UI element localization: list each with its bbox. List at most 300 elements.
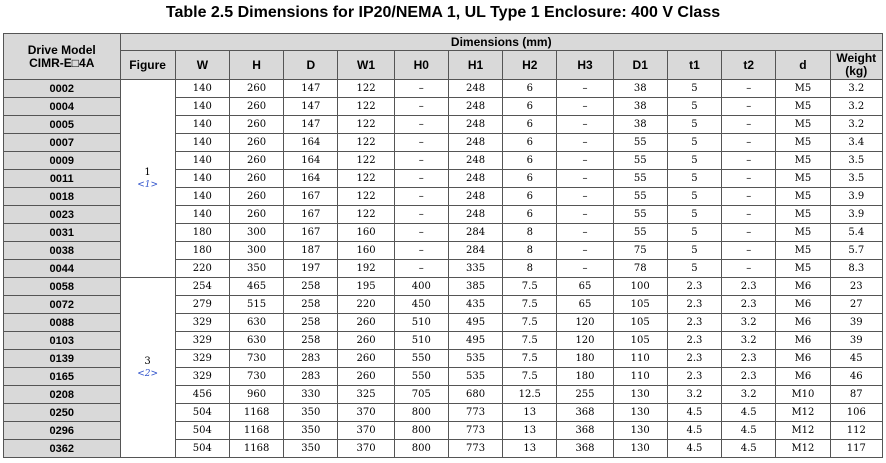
value-cell: – [557, 80, 613, 98]
value-cell: – [722, 224, 776, 242]
value-cell: 260 [229, 80, 283, 98]
value-cell: 122 [338, 98, 394, 116]
model-cell: 0004 [4, 98, 121, 116]
value-cell: 4.5 [722, 422, 776, 440]
value-cell: – [394, 152, 448, 170]
value-cell: 55 [613, 224, 667, 242]
value-cell: 197 [284, 260, 338, 278]
model-cell: 0250 [4, 404, 121, 422]
t2-header: t2 [722, 51, 776, 80]
value-cell: 130 [613, 386, 667, 404]
value-cell: – [557, 134, 613, 152]
value-cell: – [722, 170, 776, 188]
value-cell: M6 [776, 278, 830, 296]
value-cell: 105 [613, 296, 667, 314]
weight-header [830, 51, 882, 80]
value-cell: – [722, 152, 776, 170]
value-cell: 248 [448, 206, 502, 224]
value-cell: 7.5 [503, 332, 557, 350]
value-cell: 800 [394, 422, 448, 440]
model-cell: 0362 [4, 440, 121, 458]
value-cell: 329 [175, 314, 229, 332]
value-cell: 3.2 [830, 98, 882, 116]
value-cell: 6 [503, 188, 557, 206]
value-cell: M12 [776, 440, 830, 458]
value-cell: 140 [175, 206, 229, 224]
value-cell: 3.5 [830, 152, 882, 170]
value-cell: 140 [175, 98, 229, 116]
value-cell: 456 [175, 386, 229, 404]
value-cell: 370 [338, 404, 394, 422]
value-cell: 2.3 [667, 314, 721, 332]
value-cell: 45 [830, 350, 882, 368]
value-cell: M5 [776, 98, 830, 116]
bolt-d-header: d [776, 51, 830, 80]
model-cell: 0002 [4, 80, 121, 98]
value-cell: 110 [613, 368, 667, 386]
value-cell: 800 [394, 440, 448, 458]
value-cell: 39 [830, 314, 882, 332]
value-cell: 3.2 [722, 386, 776, 404]
value-cell: 55 [613, 206, 667, 224]
value-cell: 5 [667, 116, 721, 134]
value-cell: 78 [613, 260, 667, 278]
value-cell: 510 [394, 332, 448, 350]
value-cell: 2.3 [667, 350, 721, 368]
model-cell: 0139 [4, 350, 121, 368]
value-cell: 55 [613, 188, 667, 206]
value-cell: 55 [613, 152, 667, 170]
value-cell: – [557, 98, 613, 116]
value-cell: 258 [284, 296, 338, 314]
value-cell: 87 [830, 386, 882, 404]
value-cell: 38 [613, 116, 667, 134]
value-cell: 3.2 [722, 314, 776, 332]
value-cell: M5 [776, 242, 830, 260]
value-cell: 7.5 [503, 314, 557, 332]
value-cell: 515 [229, 296, 283, 314]
value-cell: – [557, 260, 613, 278]
model-cell: 0038 [4, 242, 121, 260]
value-cell: 260 [229, 152, 283, 170]
value-cell: 370 [338, 422, 394, 440]
value-cell: 147 [284, 98, 338, 116]
value-cell: 122 [338, 170, 394, 188]
value-cell: 255 [557, 386, 613, 404]
value-cell: 6 [503, 116, 557, 134]
value-cell: – [722, 242, 776, 260]
value-cell: 12.5 [503, 386, 557, 404]
model-cell: 0011 [4, 170, 121, 188]
value-cell: – [557, 224, 613, 242]
value-cell: 140 [175, 134, 229, 152]
value-cell: 122 [338, 134, 394, 152]
value-cell: 368 [557, 422, 613, 440]
value-cell: 335 [448, 260, 502, 278]
value-cell: 75 [613, 242, 667, 260]
value-cell: 300 [229, 242, 283, 260]
value-cell: 535 [448, 350, 502, 368]
value-cell: 164 [284, 170, 338, 188]
value-cell: 8 [503, 242, 557, 260]
model-cell: 0031 [4, 224, 121, 242]
value-cell: 5 [667, 98, 721, 116]
value-cell: 106 [830, 404, 882, 422]
value-cell: – [722, 188, 776, 206]
value-cell: 13 [503, 440, 557, 458]
model-cell: 0005 [4, 116, 121, 134]
value-cell: 6 [503, 152, 557, 170]
value-cell: M5 [776, 170, 830, 188]
value-cell: 325 [338, 386, 394, 404]
value-cell: 495 [448, 332, 502, 350]
value-cell: 279 [175, 296, 229, 314]
value-cell: 3.9 [830, 206, 882, 224]
h1-header: H1 [448, 51, 502, 80]
value-cell: 330 [284, 386, 338, 404]
model-cell: 0165 [4, 368, 121, 386]
value-cell: – [394, 134, 448, 152]
value-cell: M5 [776, 260, 830, 278]
value-cell: 120 [557, 314, 613, 332]
value-cell: 258 [284, 278, 338, 296]
weight-label: Weight [836, 51, 877, 65]
value-cell: – [394, 116, 448, 134]
value-cell: 2.3 [722, 296, 776, 314]
value-cell: 260 [338, 350, 394, 368]
value-cell: 195 [338, 278, 394, 296]
value-cell: 180 [557, 350, 613, 368]
table-title: Table 2.5 Dimensions for IP20/NEMA 1, UL Type 1 Enclosure: 400 V Class [165, 4, 721, 21]
value-cell: 2.3 [722, 368, 776, 386]
figure-note-link[interactable]: <2> [137, 368, 159, 379]
value-cell: 122 [338, 80, 394, 98]
value-cell: 3.2 [722, 332, 776, 350]
value-cell: 254 [175, 278, 229, 296]
value-cell: 368 [557, 440, 613, 458]
value-cell: 192 [338, 260, 394, 278]
table-row [4, 80, 883, 98]
value-cell: 5 [667, 80, 721, 98]
figure-number: 1 [144, 166, 151, 178]
model-cell: 0088 [4, 314, 121, 332]
value-cell: M6 [776, 368, 830, 386]
value-cell: 7.5 [503, 350, 557, 368]
value-cell: – [557, 242, 613, 260]
value-cell: 960 [229, 386, 283, 404]
value-cell: 130 [613, 422, 667, 440]
value-cell: 260 [229, 116, 283, 134]
value-cell: 112 [830, 422, 882, 440]
value-cell: 5 [667, 152, 721, 170]
value-cell: 258 [284, 314, 338, 332]
value-cell: 3.9 [830, 188, 882, 206]
value-cell: 160 [338, 242, 394, 260]
value-cell: 284 [448, 224, 502, 242]
value-cell: 680 [448, 386, 502, 404]
value-cell: M6 [776, 314, 830, 332]
value-cell: 4.5 [667, 440, 721, 458]
value-cell: 2.3 [722, 350, 776, 368]
h0-header: H0 [394, 51, 448, 80]
value-cell: 260 [229, 170, 283, 188]
weight-unit-label: (kg) [845, 64, 868, 78]
value-cell: M5 [776, 206, 830, 224]
w-header: W [175, 51, 229, 80]
value-cell: – [722, 206, 776, 224]
value-cell: 6 [503, 170, 557, 188]
value-cell: 510 [394, 314, 448, 332]
value-cell: 730 [229, 368, 283, 386]
model-cell: 0058 [4, 278, 121, 296]
value-cell: 495 [448, 314, 502, 332]
value-cell: 122 [338, 188, 394, 206]
value-cell: – [394, 98, 448, 116]
value-cell: 329 [175, 332, 229, 350]
value-cell: M6 [776, 350, 830, 368]
value-cell: 220 [175, 260, 229, 278]
value-cell: – [557, 152, 613, 170]
value-cell: 329 [175, 350, 229, 368]
value-cell: 550 [394, 368, 448, 386]
value-cell: 110 [613, 350, 667, 368]
value-cell: 164 [284, 152, 338, 170]
value-cell: 13 [503, 404, 557, 422]
value-cell: – [394, 170, 448, 188]
table-header [4, 34, 883, 80]
figure-cell [120, 278, 175, 458]
value-cell: 2.3 [667, 368, 721, 386]
value-cell: 38 [613, 98, 667, 116]
value-cell: 65 [557, 278, 613, 296]
value-cell: 167 [284, 224, 338, 242]
value-cell: 140 [175, 170, 229, 188]
model-cell: 0007 [4, 134, 121, 152]
value-cell: 800 [394, 404, 448, 422]
value-cell: 180 [175, 224, 229, 242]
value-cell: M12 [776, 404, 830, 422]
t1-header: t1 [667, 51, 721, 80]
value-cell: 147 [284, 80, 338, 98]
value-cell: 3.2 [830, 116, 882, 134]
value-cell: 2.3 [667, 296, 721, 314]
value-cell: M5 [776, 224, 830, 242]
value-cell: 329 [175, 368, 229, 386]
value-cell: 258 [284, 332, 338, 350]
value-cell: 130 [613, 440, 667, 458]
model-cell: 0103 [4, 332, 121, 350]
value-cell: 5 [667, 260, 721, 278]
value-cell: 450 [394, 296, 448, 314]
value-cell: 283 [284, 368, 338, 386]
value-cell: 5 [667, 242, 721, 260]
value-cell: – [394, 260, 448, 278]
value-cell: 23 [830, 278, 882, 296]
value-cell: 5 [667, 224, 721, 242]
figure-header: Figure [120, 51, 175, 80]
table-body [4, 80, 883, 458]
value-cell: 3.5 [830, 170, 882, 188]
value-cell: 368 [557, 404, 613, 422]
value-cell: 6 [503, 206, 557, 224]
value-cell: 370 [338, 440, 394, 458]
value-cell: M10 [776, 386, 830, 404]
value-cell: 350 [229, 260, 283, 278]
value-cell: 248 [448, 188, 502, 206]
value-cell: 7.5 [503, 368, 557, 386]
drive-model-header [4, 34, 121, 80]
value-cell: 504 [175, 440, 229, 458]
value-cell: 773 [448, 404, 502, 422]
value-cell: 773 [448, 440, 502, 458]
value-cell: – [722, 134, 776, 152]
value-cell: 1168 [229, 404, 283, 422]
value-cell: 773 [448, 422, 502, 440]
value-cell: 1168 [229, 422, 283, 440]
value-cell: 1168 [229, 440, 283, 458]
value-cell: 260 [338, 368, 394, 386]
value-cell: 248 [448, 170, 502, 188]
value-cell: 400 [394, 278, 448, 296]
value-cell: 284 [448, 242, 502, 260]
value-cell: 220 [338, 296, 394, 314]
value-cell: 4.5 [667, 422, 721, 440]
value-cell: 5 [667, 170, 721, 188]
value-cell: – [722, 98, 776, 116]
value-cell: 39 [830, 332, 882, 350]
value-cell: M5 [776, 116, 830, 134]
value-cell: 260 [229, 188, 283, 206]
value-cell: 6 [503, 98, 557, 116]
value-cell: 46 [830, 368, 882, 386]
value-cell: 140 [175, 152, 229, 170]
value-cell: 5 [667, 188, 721, 206]
value-cell: M5 [776, 152, 830, 170]
value-cell: 100 [613, 278, 667, 296]
value-cell: 27 [830, 296, 882, 314]
value-cell: 300 [229, 224, 283, 242]
value-cell: 140 [175, 188, 229, 206]
model-cell: 0009 [4, 152, 121, 170]
value-cell: 350 [284, 440, 338, 458]
value-cell: 4.5 [667, 404, 721, 422]
value-cell: – [394, 188, 448, 206]
value-cell: 2.3 [667, 278, 721, 296]
value-cell: 55 [613, 170, 667, 188]
value-cell: M5 [776, 80, 830, 98]
value-cell: 4.5 [722, 440, 776, 458]
value-cell: 8 [503, 224, 557, 242]
value-cell: 550 [394, 350, 448, 368]
value-cell: 3.2 [830, 80, 882, 98]
value-cell: M5 [776, 188, 830, 206]
value-cell: – [722, 260, 776, 278]
value-cell: 3.2 [667, 386, 721, 404]
value-cell: 385 [448, 278, 502, 296]
value-cell: 122 [338, 152, 394, 170]
value-cell: 180 [175, 242, 229, 260]
value-cell: 6 [503, 80, 557, 98]
table-row [4, 278, 883, 296]
value-cell: 140 [175, 116, 229, 134]
value-cell: 122 [338, 206, 394, 224]
value-cell: 130 [613, 404, 667, 422]
value-cell: – [394, 224, 448, 242]
value-cell: 13 [503, 422, 557, 440]
value-cell: 248 [448, 152, 502, 170]
value-cell: M12 [776, 422, 830, 440]
value-cell: M6 [776, 332, 830, 350]
value-cell: 465 [229, 278, 283, 296]
value-cell: 4.5 [722, 404, 776, 422]
value-cell: 248 [448, 98, 502, 116]
value-cell: – [722, 116, 776, 134]
value-cell: 140 [175, 80, 229, 98]
value-cell: 117 [830, 440, 882, 458]
value-cell: 2.3 [722, 278, 776, 296]
model-cell: 0208 [4, 386, 121, 404]
h-header: H [229, 51, 283, 80]
value-cell: 38 [613, 80, 667, 98]
value-cell: 260 [229, 206, 283, 224]
value-cell: 167 [284, 188, 338, 206]
value-cell: 5 [667, 206, 721, 224]
figure-number: 3 [144, 355, 151, 367]
value-cell: M5 [776, 134, 830, 152]
value-cell: 630 [229, 332, 283, 350]
h2-header: H2 [503, 51, 557, 80]
value-cell: 350 [284, 422, 338, 440]
value-cell: – [557, 116, 613, 134]
value-cell: 705 [394, 386, 448, 404]
value-cell: 535 [448, 368, 502, 386]
model-cell: 0023 [4, 206, 121, 224]
value-cell: 6 [503, 134, 557, 152]
model-cell: 0072 [4, 296, 121, 314]
value-cell: 5.7 [830, 242, 882, 260]
model-cell: 0018 [4, 188, 121, 206]
value-cell: 260 [229, 134, 283, 152]
value-cell: 630 [229, 314, 283, 332]
value-cell: 504 [175, 404, 229, 422]
value-cell: – [557, 206, 613, 224]
value-cell: 3.4 [830, 134, 882, 152]
drive-model-label: Drive Model [27, 42, 96, 57]
value-cell: 65 [557, 296, 613, 314]
value-cell: 5.4 [830, 224, 882, 242]
dimensions-header: Dimensions (mm) [120, 34, 883, 51]
dimensions-table [3, 33, 883, 458]
value-cell: 5 [667, 134, 721, 152]
value-cell: 350 [284, 404, 338, 422]
value-cell: 8.3 [830, 260, 882, 278]
value-cell: 248 [448, 116, 502, 134]
value-cell: 55 [613, 134, 667, 152]
value-cell: – [394, 206, 448, 224]
value-cell: 435 [448, 296, 502, 314]
value-cell: 160 [338, 224, 394, 242]
value-cell: – [394, 242, 448, 260]
model-cell: 0044 [4, 260, 121, 278]
value-cell: 248 [448, 80, 502, 98]
value-cell: 7.5 [503, 278, 557, 296]
d-header: D [284, 51, 338, 80]
value-cell: 7.5 [503, 296, 557, 314]
value-cell: – [722, 80, 776, 98]
figure-note-link[interactable]: <1> [137, 179, 159, 190]
value-cell: 260 [229, 98, 283, 116]
value-cell: 147 [284, 116, 338, 134]
